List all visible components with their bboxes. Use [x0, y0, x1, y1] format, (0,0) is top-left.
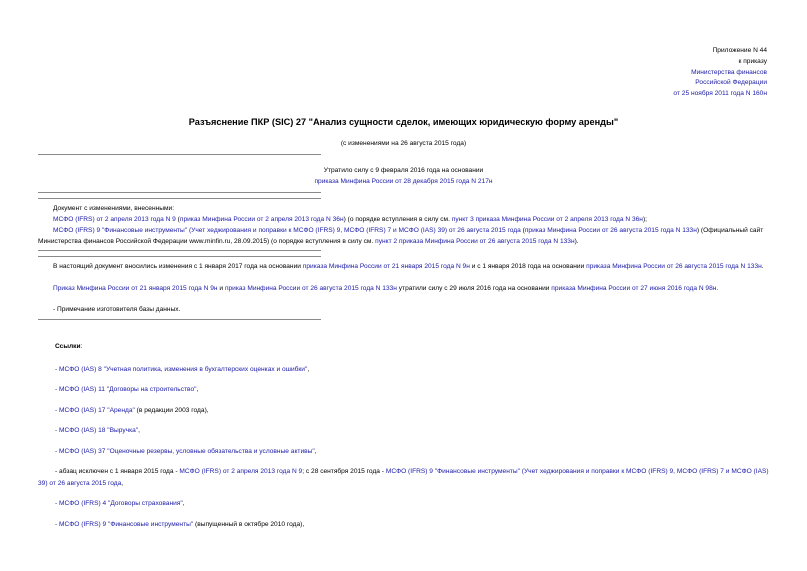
ref-item: - МСФО (IAS) 37 "Оценочные резервы, условные обязательства и условные активы",: [55, 448, 317, 455]
order-133n-clause-link[interactable]: пункт 2 приказа Минфина России от 26 августа 2015 года N 133н: [375, 238, 575, 245]
ref-item: - абзац исключен с 1 января 2015 года - МСФО (IFRS) от 2 апреля 2013 года N 9; с 28 сентября 2015 года - МСФО (IFRS) 9 "Финансовые инструменты" (Учет хеджирования и поправки к МСФО (IFRS) 9, МСФО (IFRS) 7 и МСФО (IAS) 39) от 26 августа 2015 года,: [38, 468, 769, 487]
divider: [38, 198, 321, 199]
order-133n-link[interactable]: приказ Минфина России от 26 августа 2015 года N 133н: [224, 285, 397, 292]
ias18-link[interactable]: - МСФО (IAS) 18 "Выручка": [55, 427, 139, 434]
changes-item: МСФО (IFRS) 9 "Финансовые инструменты" (Учет хеджирования и поправки к МСФО (IFRS) 9, МСФО (IFRS) 7 и МСФО (IAS) 39) от 26 августа 2015 года (приказ Минфина России от 26 августа 2015 года N 133н) (Официальный сайт Министерства финансов Российской Федерации www.minfin.ru, 28.09.2015) (о порядке вступления в силу см. пункт 2 приказа Минфина России от 26 августа 2015 года N 133н).: [38, 227, 764, 245]
ifrs9-link[interactable]: - МСФО (IFRS) 9 "Финансовые инструменты": [55, 521, 194, 528]
note-paragraph: Приказ Минфина России от 21 января 2015 года N 9н и приказ Минфина России от 26 августа 2015 года N 133н утратили силу с 29 июля 2016 года на основании приказа Минфина России от 27 июня 2016 года N 98н.: [53, 285, 719, 292]
divider: [38, 154, 321, 155]
ref-item: - МСФО (IAS) 11 "Договоры на строительство",: [55, 386, 199, 393]
document-subtitle: (с изменениями на 26 августа 2015 года): [340, 140, 467, 147]
ias37-link[interactable]: - МСФО (IAS) 37 "Оценочные резервы, условные обязательства и условные активы": [55, 448, 315, 455]
refs-heading: Ссылки:: [55, 343, 83, 350]
ias11-link[interactable]: - МСФО (IAS) 11 "Договоры на строительство": [55, 386, 197, 393]
note-footer: - Примечание изготовителя базы данных.: [53, 306, 181, 313]
ref-item: - МСФО (IAS) 17 "Аренда" (в редакции 2003 года),: [55, 407, 209, 414]
order-98n-link[interactable]: приказа Минфина России от 27 июня 2016 года N 98н: [551, 285, 717, 292]
ifrs9-2015-link[interactable]: МСФО (IFRS) 9 "Финансовые инструменты" (Учет хеджирования и поправки к МСФО (IFRS) 9, МСФО (IFRS) 7 и МСФО (IAS) 39) от 26 августа 2015 года: [38, 468, 769, 487]
ref-item: - МСФО (IAS) 18 "Выручка",: [55, 427, 140, 434]
order-reference: [673, 46, 767, 100]
order-133n-link[interactable]: приказ Минфина России от 26 августа 2015 года N 133н: [524, 227, 697, 234]
order-9n-link[interactable]: Приказ Минфина России от 21 января 2015 года N 9н: [53, 285, 218, 292]
order-133n-link[interactable]: приказа Минфина России от 26 августа 2015 года N 133н: [586, 263, 762, 270]
ifrs4-link[interactable]: - МСФО (IFRS) 4 "Договоры страхования": [55, 500, 183, 507]
ifrs9-2015-link[interactable]: МСФО (IFRS) 9 "Финансовые инструменты" (Учет хеджирования и поправки к МСФО (IFRS) 9, МСФО (IFRS) 7 и МСФО (IAS) 39) от 26 августа 2015 года: [53, 227, 521, 234]
expired-order-link[interactable]: приказа Минфина России от 28 декабря 2015 года N 217н: [314, 178, 493, 185]
divider: [38, 192, 321, 193]
expired-notice: Утратило силу с 9 февраля 2016 года на основании: [323, 167, 484, 174]
ref-item: - МСФО (IFRS) 9 "Финансовые инструменты" (выпущенный в октябре 2010 года),: [55, 521, 305, 528]
federation-link[interactable]: Российской Федерации: [695, 79, 767, 87]
order-label: к приказу: [738, 57, 767, 65]
appendix-number: Приложение N 44: [712, 47, 767, 54]
divider: [38, 250, 321, 251]
ministry-link[interactable]: Министерства финансов: [691, 68, 767, 76]
ref-item: - МСФО (IFRS) 4 "Договоры страхования",: [55, 500, 185, 507]
changes-item: МСФО (IFRS) от 2 апреля 2013 года N 9 (приказ Минфина России от 2 апреля 2013 года N 36н) (о порядке вступления в силу см. пункт 3 приказа Минфина России от 2 апреля 2013 года N 36н);: [53, 216, 647, 223]
ias8-link[interactable]: - МСФО (IAS) 8 "Учетная политика, изменения в бухгалтерских оценках и ошибки": [55, 366, 308, 373]
ias17-link[interactable]: - МСФО (IAS) 17 "Аренда": [55, 407, 135, 414]
divider: [38, 256, 321, 257]
document-title: Разъяснение ПКР (SIC) 27 "Анализ сущности сделок, имеющих юридическую форму аренды": [188, 117, 619, 127]
ref-item: - МСФО (IAS) 8 "Учетная политика, изменения в бухгалтерских оценках и ошибки",: [55, 366, 310, 373]
order-9n-link[interactable]: приказа Минфина России от 21 января 2015 года N 9н: [302, 263, 470, 270]
order-36n-link[interactable]: приказ Минфина России от 2 апреля 2013 года N 36н: [179, 216, 344, 223]
ifrs-2013-link[interactable]: МСФО (IFRS) от 2 апреля 2013 года N 9: [53, 216, 176, 223]
ifrs-2013-link[interactable]: МСФО (IFRS) от 2 апреля 2013 года N 9: [179, 468, 303, 475]
changes-heading: Документ с изменениями, внесенными:: [53, 205, 175, 212]
note-paragraph: В настоящий документ вносились изменения с 1 января 2017 года на основании приказа Минфина России от 21 января 2015 года N 9н и с 1 января 2018 года на основании приказа Минфина России от 26 августа 2015 года N 133н.: [53, 263, 764, 270]
order-36n-clause-link[interactable]: пункт 3 приказа Минфина России от 2 апреля 2013 года N 36н: [451, 216, 643, 223]
divider: [38, 319, 321, 320]
order-date-link[interactable]: от 25 ноября 2011 года N 160н: [673, 90, 767, 98]
